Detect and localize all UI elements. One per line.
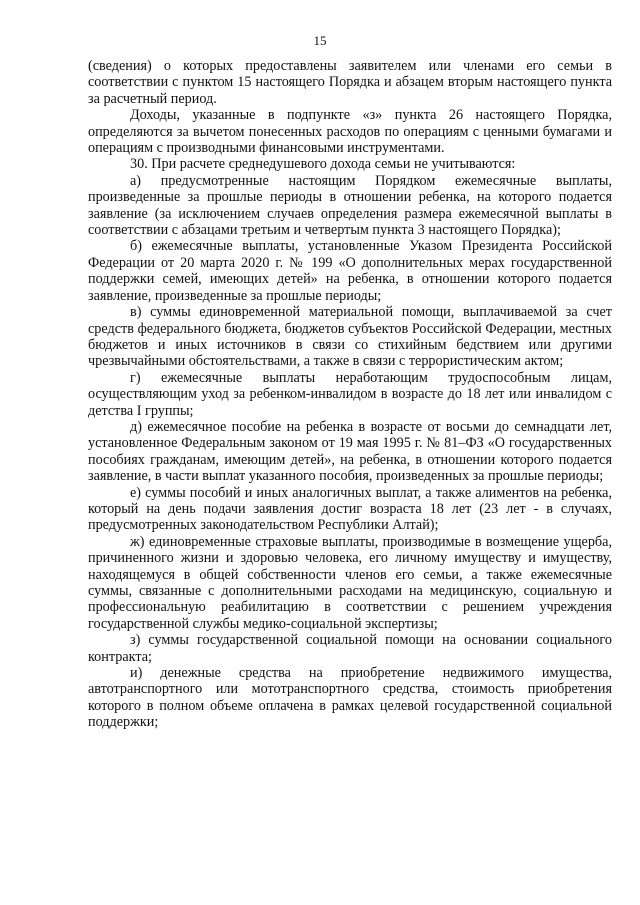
paragraph-subclause-e: е) суммы пособий и иных аналогичных выплат, а также алиментов на ребенка, который на день подачи заявления достиг возраста 18 лет (23 лет - в случаях, предусмотренных законодательством Республики Алтай);: [88, 484, 612, 534]
paragraph-subclause-g: г) ежемесячные выплаты неработающим трудоспособным лицам, осуществляющим уход за ребенком-инвалидом в возрасте до 18 лет или инвалидом с детства I группы;: [88, 369, 612, 419]
paragraph-subclause-b: б) ежемесячные выплаты, установленные Указом Президента Российской Федерации от 20 марта 2020 г. № 199 «О дополнительных мерах государственной поддержки семей, имеющих детей» на ребенка, в отношении которого подается заявление, произведенные за прошлые периоды;: [88, 238, 612, 304]
document-body: [88, 58, 612, 731]
paragraph-subclause-i: и) денежные средства на приобретение недвижимого имущества, автотранспортного или мототранспортного средства, стоимость приобретения которого в полном объеме оплачена в рамках целевой государственной социальной поддержки;: [88, 665, 612, 731]
paragraph-income-deduction: Доходы, указанные в подпункте «з» пункта 26 настоящего Порядка, определяются за вычетом понесенных расходов по операциям с ценными бумагами и операциям с производными финансовыми инструментами.: [88, 107, 612, 157]
paragraph-subclause-a: а) предусмотренные настоящим Порядком ежемесячные выплаты, произведенные за прошлые периоды в отношении ребенка, на которого подается заявление (за исключением случаев определения размера ежемесячной выплаты в соответствии с абзацами третьим и четвертым пункта 3 настоящего Порядка);: [88, 172, 612, 239]
paragraph-subclause-z: з) суммы государственной социальной помощи на основании социального контракта;: [88, 632, 612, 665]
paragraph-subclause-d: д) ежемесячное пособие на ребенка в возрасте от восьми до семнадцати лет, установленное Федеральным законом от 19 мая 1995 г. № 81–ФЗ «О государственных пособиях гражданам, имеющим детей», на ребенка, в отношении которого подается заявление, в части выплат указанного пособия, произведенных за прошлые периоды;: [88, 418, 612, 485]
paragraph-subclause-zh: ж) единовременные страховые выплаты, производимые в возмещение ущерба, причиненного жизни и здоровью человека, его личному имуществу и имуществу, находящемуся в общей собственности членов его семьи, а также ежемесячные суммы, связанные с дополнительными расходами на медицинскую, социальную и профессиональную реабилитацию в соответствии с решением учреждения государственной службы медико-социальной экспертизы;: [88, 533, 612, 632]
paragraph-subclause-v: в) суммы единовременной материальной помощи, выплачиваемой за счет средств федерального бюджета, бюджетов субъектов Российской Федерации, местных бюджетов и иных источников в связи со стихийным бедствием или другими чрезвычайными обстоятельствами, а также в связи с террористическим актом;: [88, 304, 612, 370]
paragraph-clause-30: 30. При расчете среднедушевого дохода семьи не учитываются:: [130, 156, 516, 173]
paragraph-continuation: (сведения) о которых предоставлены заявителем или членами его семьи в соответствии с пунктом 15 настоящего Порядка и абзацем вторым настоящего пункта за расчетный период.: [88, 58, 612, 107]
page-number: 15: [313, 33, 327, 48]
